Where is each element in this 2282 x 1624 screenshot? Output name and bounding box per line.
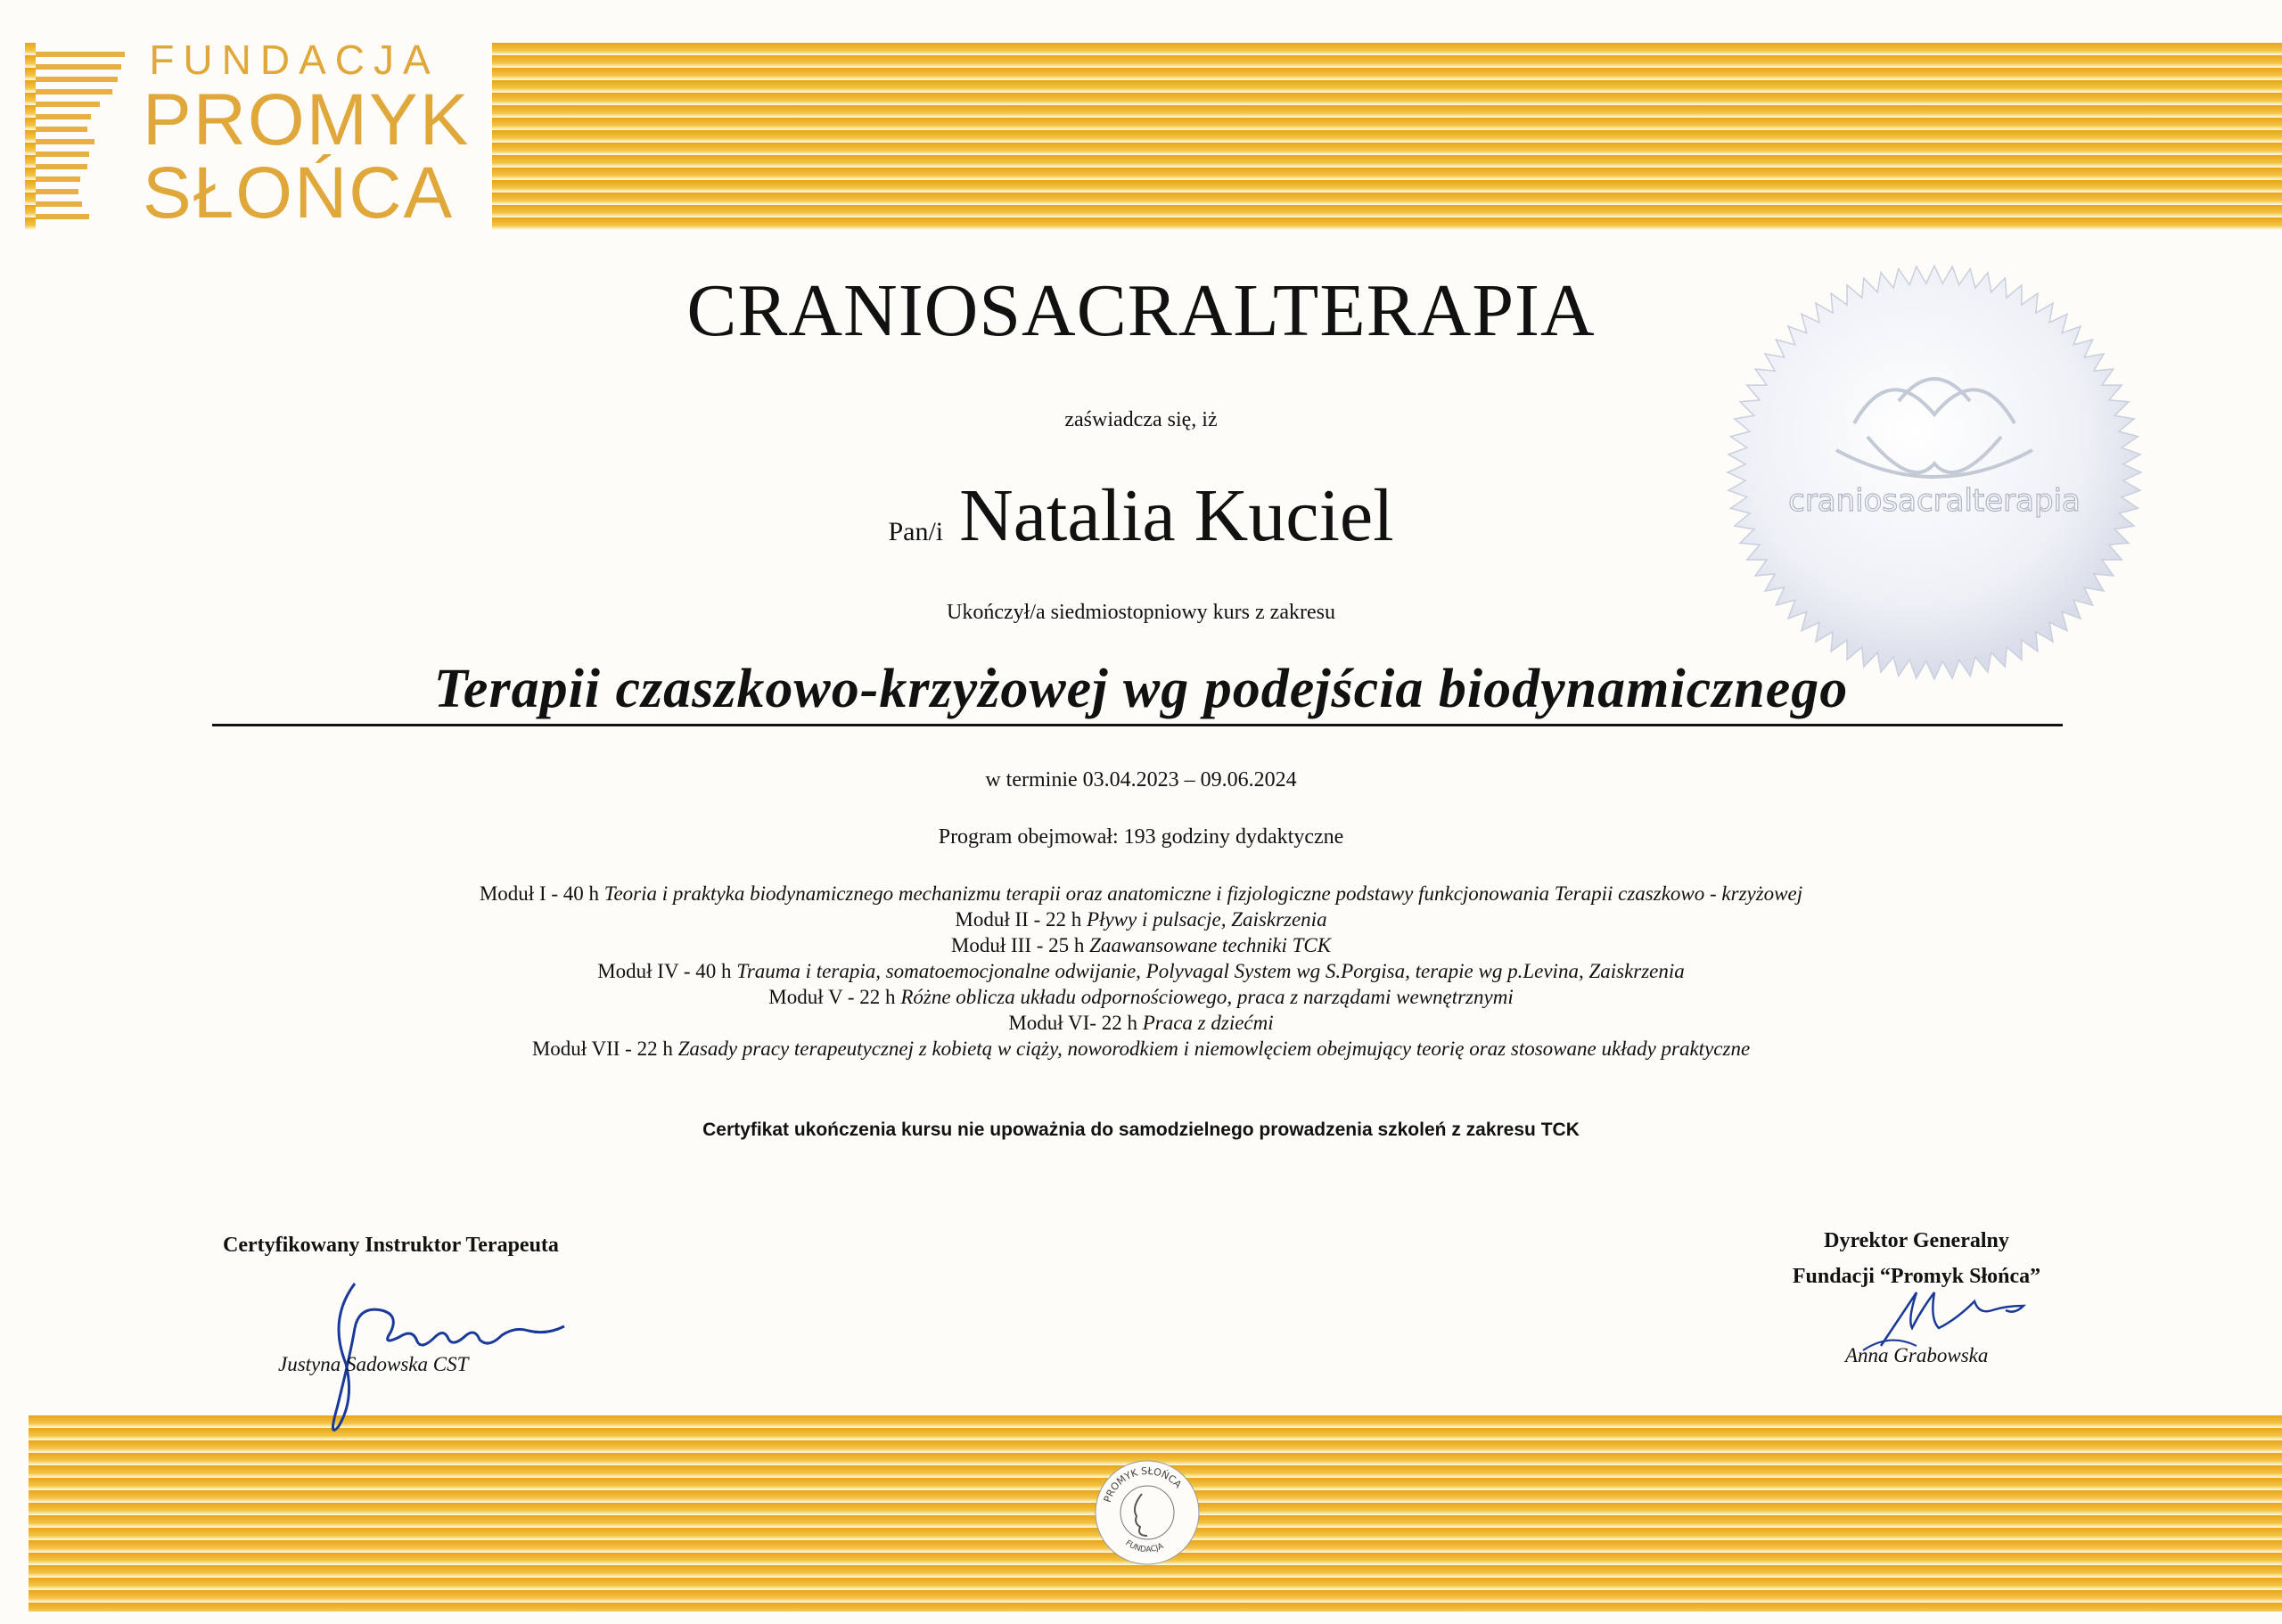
module-label: Moduł VII - 22 h (531, 1038, 673, 1060)
name-prefix: Pan/i (888, 517, 944, 546)
module-line (0, 1010, 2282, 1036)
module-line (0, 958, 2282, 984)
stamp-bottom-text: FUNDACJA (1123, 1538, 1165, 1555)
module-line (0, 932, 2282, 958)
module-desc: Różne oblicza układu odpornościowego, praca z narządami wewnętrznymi (900, 986, 1514, 1008)
course-underline (212, 724, 2063, 726)
right-title-line-1: Dyrektor Generalny (1824, 1229, 2009, 1252)
module-desc: Praca z dziećmi (1142, 1012, 1274, 1034)
left-signature-drawing (303, 1266, 597, 1435)
recipient-row (0, 472, 2282, 559)
module-line (0, 1036, 2282, 1062)
module-desc: Zaawansowane techniki TCK (1089, 934, 1332, 956)
profile-head-icon (36, 43, 134, 230)
left-signatory-name: Justyna Sadowska CST (278, 1353, 469, 1375)
completed-text: Ukończył/a siedmiostopniowy kurs z zakresu (947, 601, 1335, 624)
module-line (0, 881, 2282, 906)
module-label: Moduł V - 22 h (768, 986, 896, 1008)
module-label: Moduł IV - 40 h (597, 960, 732, 982)
course-title: Terapii czaszkowo-krzyżowej wg podejścia biodynamicznego (433, 659, 1849, 719)
module-label: Moduł II - 22 h (955, 908, 1082, 931)
top-stripe-band (492, 43, 2282, 230)
module-label: Moduł VI- 22 h (1008, 1012, 1137, 1034)
stamp-top-text: PROMYK SŁOŃCA (1101, 1464, 1185, 1505)
recipient-name: Natalia Kuciel (959, 474, 1394, 557)
logo-text (143, 36, 471, 234)
program-hours: Program obejmował: 193 godziny dydaktyczne (938, 825, 1344, 849)
foundation-stamp (1093, 1458, 1202, 1567)
module-desc: Zasady pracy terapeutycznej z kobietą w ciąży, noworodkiem i niemowlęciem obejmujący teorię oraz stosowane układy praktyczne (677, 1038, 1751, 1060)
module-desc: Teoria i praktyka biodynamicznego mechanizmu terapii oraz anatomiczne i fizjologiczne podstawy funkcjonowania Terapii czaszkowo - krzyżowej (603, 882, 1803, 905)
modules-list (0, 881, 2282, 1062)
module-desc: Pływy i pulsacje, Zaiskrzenia (1087, 908, 1327, 931)
right-signatory-name: Anna Grabowska (1845, 1344, 1989, 1366)
seal-text: craniosacralterapia (1788, 483, 2081, 519)
logo-line-1: FUNDACJA (149, 37, 439, 83)
module-line (0, 906, 2282, 932)
certificate-notice: Certyfikat ukończenia kursu nie upoważnia do samodzielnego prowadzenia szkoleń z zakresu TCK (702, 1120, 1580, 1140)
module-desc: Trauma i terapia, somatoemocjonalne odwijanie, Polyvagal System wg S.Porgisa, terapie wg p.Levina, Zaiskrzenia (736, 960, 1685, 982)
logo-line-2: PROMYK (143, 79, 471, 160)
right-title-line-2: Fundacji “Promyk Słońca” (1792, 1265, 2041, 1288)
module-label: Moduł III - 25 h (950, 934, 1085, 956)
certificate-title: CRANIOSACRALTERAPIA (686, 269, 1596, 352)
module-label: Moduł I - 40 h (479, 882, 600, 905)
logo-line-3: SŁOŃCA (143, 152, 455, 234)
intro-text: zaświadcza się, iż (1064, 408, 1218, 431)
left-signatory-title: Certyfikowany Instruktor Terapeuta (223, 1234, 559, 1257)
course-period: w terminie 03.04.2023 – 09.06.2024 (985, 768, 1297, 791)
module-line (0, 984, 2282, 1010)
